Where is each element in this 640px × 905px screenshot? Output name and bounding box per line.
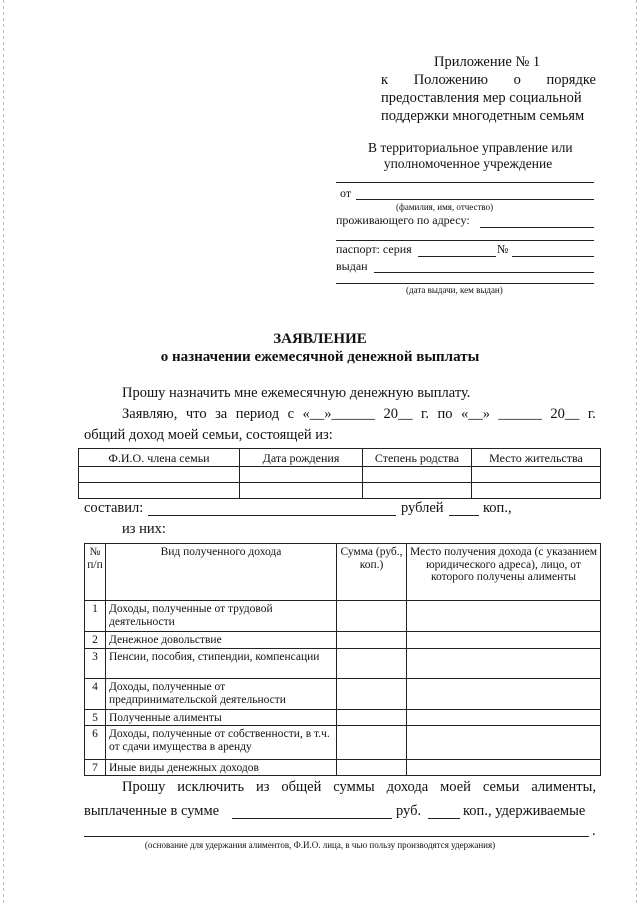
- period-word: период: [235, 406, 280, 422]
- table-cell[interactable]: [472, 467, 601, 483]
- table-cell[interactable]: [240, 483, 363, 499]
- table-row: [85, 710, 601, 726]
- alimony-basis-field[interactable]: [84, 836, 589, 837]
- period-word: по: [437, 406, 453, 422]
- of-them-label: из них:: [122, 521, 166, 537]
- table-cell[interactable]: [79, 467, 240, 483]
- address-label: проживающего по адресу:: [336, 213, 470, 227]
- fio-field[interactable]: [356, 199, 594, 200]
- table-cell[interactable]: [363, 467, 472, 483]
- income-type: Полученные алименты: [106, 710, 337, 726]
- income-table: [84, 543, 601, 776]
- row-number: 4: [85, 679, 106, 710]
- exclude-prefix: выплаченные в сумме: [84, 803, 220, 819]
- source-cell[interactable]: [407, 632, 601, 649]
- appendix-word: к: [381, 72, 389, 88]
- recipient-line2: уполномоченное учреждение: [383, 156, 553, 171]
- blank-line[interactable]: [336, 182, 594, 183]
- period-word: 20__: [383, 406, 413, 422]
- amount-prefix: составил:: [84, 500, 144, 516]
- issued-label: выдан: [336, 259, 368, 273]
- table-row: [85, 760, 601, 776]
- column-header: Сумма (руб., коп.): [337, 544, 407, 601]
- period-word: «__»: [460, 406, 490, 422]
- passport-series-label: паспорт: серия: [336, 242, 412, 256]
- table-row: [85, 632, 601, 649]
- column-header: Вид полученного дохода: [106, 544, 337, 601]
- row-number: 1: [85, 601, 106, 632]
- passport-series-field[interactable]: [418, 256, 496, 257]
- column-header: Место жительства: [472, 449, 601, 467]
- income-type: Доходы, полученные от трудовой деятельности: [106, 601, 337, 632]
- table-cell[interactable]: [363, 483, 472, 499]
- exclude-word: семьи: [482, 779, 520, 795]
- family-table: [78, 448, 601, 499]
- row-number: 3: [85, 649, 106, 679]
- income-type: Доходы, полученные от собственности, в т.ч. от сдачи имущества в аренду: [106, 726, 337, 760]
- appendix-line2: предоставления мер социальной: [381, 90, 582, 106]
- issued-hint: (дата выдачи, кем выдан): [406, 285, 503, 295]
- table-cell[interactable]: [472, 483, 601, 499]
- period-word: с: [287, 406, 295, 422]
- issued-field[interactable]: [374, 272, 594, 273]
- period-line: [122, 406, 596, 423]
- sum-cell[interactable]: [337, 679, 407, 710]
- period-word: «__»______: [302, 406, 376, 422]
- appendix-word: Положению: [413, 72, 488, 88]
- appendix-word: порядке: [546, 72, 596, 88]
- appendix-word: о: [513, 72, 521, 88]
- alimony-basis-hint: (основание для удержания алиментов, Ф.И.О. лица, в чью пользу производятся удержания): [144, 840, 496, 850]
- column-header: Дата рождения: [240, 449, 363, 467]
- exclude-line1: [122, 779, 596, 796]
- source-cell[interactable]: [407, 710, 601, 726]
- alimony-kop-field[interactable]: [428, 818, 460, 819]
- sum-cell[interactable]: [337, 726, 407, 760]
- source-cell[interactable]: [407, 649, 601, 679]
- column-header: Степень родства: [363, 449, 472, 467]
- page-edge-left: [3, 0, 4, 905]
- exclude-word: алименты,: [531, 779, 596, 795]
- appendix-to-line: [381, 72, 596, 89]
- income-type: Доходы, полученные от предпринимательской деятельности: [106, 679, 337, 710]
- column-header: Место получения дохода (с указанием юридического адреса), лицо, от которого получены алименты: [407, 544, 601, 601]
- address-field-2[interactable]: [336, 240, 594, 241]
- table-row: [85, 601, 601, 632]
- period-word: г.: [587, 406, 596, 422]
- alimony-kop-label: коп., удерживаемые: [463, 803, 586, 819]
- period-word: Заявляю,: [122, 406, 178, 422]
- exclude-word: исключить: [177, 779, 245, 795]
- sum-cell[interactable]: [337, 710, 407, 726]
- row-number: 6: [85, 726, 106, 760]
- document-subtitle: о назначении ежемесячной денежной выплаты: [160, 349, 480, 365]
- passport-number-label: №: [497, 242, 509, 256]
- document-title: ЗАЯВЛЕНИЕ: [273, 331, 367, 347]
- address-field[interactable]: [480, 227, 594, 228]
- alimony-rub-label: руб.: [396, 803, 422, 819]
- row-number: 7: [85, 760, 106, 776]
- fio-hint: (фамилия, имя, отчество): [396, 202, 494, 212]
- alimony-rub-field[interactable]: [232, 818, 392, 819]
- column-header: Ф.И.О. члена семьи: [79, 449, 240, 467]
- exclude-word: дохода: [386, 779, 429, 795]
- table-header-row: [79, 449, 601, 467]
- table-row: [85, 726, 601, 760]
- source-cell[interactable]: [407, 679, 601, 710]
- issued-field-2[interactable]: [336, 283, 594, 284]
- period-word: г.: [421, 406, 429, 422]
- table-row: [85, 649, 601, 679]
- row-number: 2: [85, 632, 106, 649]
- table-row: [85, 679, 601, 710]
- amount-rub-field[interactable]: [148, 515, 396, 516]
- sum-cell[interactable]: [337, 601, 407, 632]
- exclude-word: общей: [281, 779, 322, 795]
- row-number: 5: [85, 710, 106, 726]
- sum-cell[interactable]: [337, 632, 407, 649]
- appendix-title: Приложение № 1: [434, 54, 541, 70]
- income-intro: общий доход моей семьи, состоящей из:: [84, 427, 333, 443]
- source-cell[interactable]: [407, 760, 601, 776]
- source-cell[interactable]: [407, 601, 601, 632]
- request-text: Прошу назначить мне ежемесячную денежную выплату.: [122, 385, 471, 401]
- period-word: ______: [498, 406, 542, 422]
- period-word: 20__: [550, 406, 580, 422]
- appendix-line3: поддержки многодетным семьям: [381, 108, 585, 124]
- recipient-line1: В территориальное управление или: [368, 140, 573, 155]
- column-header: № п/п: [85, 544, 106, 601]
- passport-number-field[interactable]: [512, 256, 594, 257]
- table-row: [79, 467, 601, 483]
- income-type: Денежное довольствие: [106, 632, 337, 649]
- income-type: Иные виды денежных доходов: [106, 760, 337, 776]
- amount-kop-label: коп.,: [483, 500, 512, 516]
- end-dot: .: [592, 823, 596, 839]
- exclude-word: Прошу: [122, 779, 166, 795]
- page-edge-right: [636, 0, 637, 905]
- amount-rub-label: рублей: [401, 500, 444, 516]
- exclude-word: из: [255, 779, 270, 795]
- amount-kop-field[interactable]: [449, 515, 479, 516]
- period-word: за: [215, 406, 228, 422]
- table-row: [79, 483, 601, 499]
- table-cell[interactable]: [79, 483, 240, 499]
- sum-cell[interactable]: [337, 649, 407, 679]
- period-word: что: [185, 406, 207, 422]
- table-cell[interactable]: [240, 467, 363, 483]
- source-cell[interactable]: [407, 726, 601, 760]
- exclude-word: суммы: [333, 779, 375, 795]
- exclude-word: моей: [440, 779, 471, 795]
- income-type: Пенсии, пособия, стипендии, компенсации: [106, 649, 337, 679]
- sum-cell[interactable]: [337, 760, 407, 776]
- table-header-row: [85, 544, 601, 601]
- from-label: от: [340, 186, 352, 200]
